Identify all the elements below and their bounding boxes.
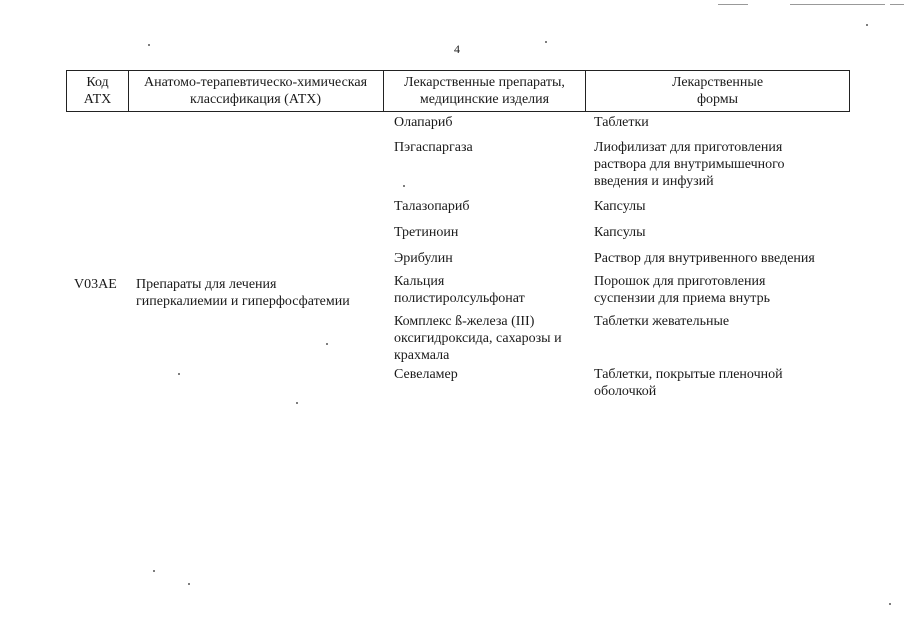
- atc-code: V03AE: [74, 277, 117, 292]
- drug-name: Комплекс ß-железа (III) оксигидроксида, сахарозы и крахмала: [394, 314, 562, 363]
- scan-dot: [889, 603, 891, 605]
- atc-class: Препараты для лечения гиперкалиемии и гиперфосфатемии: [136, 277, 350, 309]
- scan-dot: [178, 373, 180, 375]
- scan-dot: [403, 185, 405, 187]
- scan-dot: [188, 583, 190, 585]
- drug-name: Талазопариб: [394, 199, 470, 214]
- page-number: 4: [454, 42, 460, 56]
- drug-name: Пэгаспаргаза: [394, 140, 473, 155]
- scan-mark: [890, 4, 904, 5]
- scan-dot: [296, 402, 298, 404]
- drug-name: Кальция полистиролсульфонат: [394, 274, 525, 306]
- drug-form: Капсулы: [594, 199, 646, 214]
- scan-dot: [148, 44, 150, 46]
- drug-name: Севеламер: [394, 367, 458, 382]
- drug-form: Порошок для приготовления суспензии для приема внутрь: [594, 274, 770, 306]
- table-header: [66, 70, 850, 112]
- drug-form: Таблетки: [594, 115, 649, 130]
- drug-name: Олапариб: [394, 115, 453, 130]
- drug-form: Лиофилизат для приготовления раствора для внутримышечного введения и инфузий: [594, 140, 785, 189]
- scan-dot: [153, 570, 155, 572]
- header-forms: Лекарственные формы: [671, 75, 764, 107]
- header-code: Код АТХ: [83, 75, 112, 107]
- scan-mark: [790, 4, 885, 5]
- header-drugs: Лекарственные препараты, медицинские изделия: [404, 75, 565, 107]
- drug-form: Таблетки, покрытые пленочной оболочкой: [594, 367, 783, 399]
- drug-name: Эрибулин: [394, 251, 453, 266]
- header-atc: Анатомо-терапевтическо-химическая классификация (АТХ): [143, 75, 368, 107]
- drug-form: Таблетки жевательные: [594, 314, 730, 329]
- drug-form: Раствор для внутривенного введения: [594, 251, 815, 266]
- scan-dot: [326, 343, 328, 345]
- drug-form: Капсулы: [594, 225, 646, 240]
- drug-name: Третиноин: [394, 225, 459, 240]
- scan-dot: [866, 24, 868, 26]
- scan-dot: [545, 41, 547, 43]
- scan-mark: [718, 4, 748, 5]
